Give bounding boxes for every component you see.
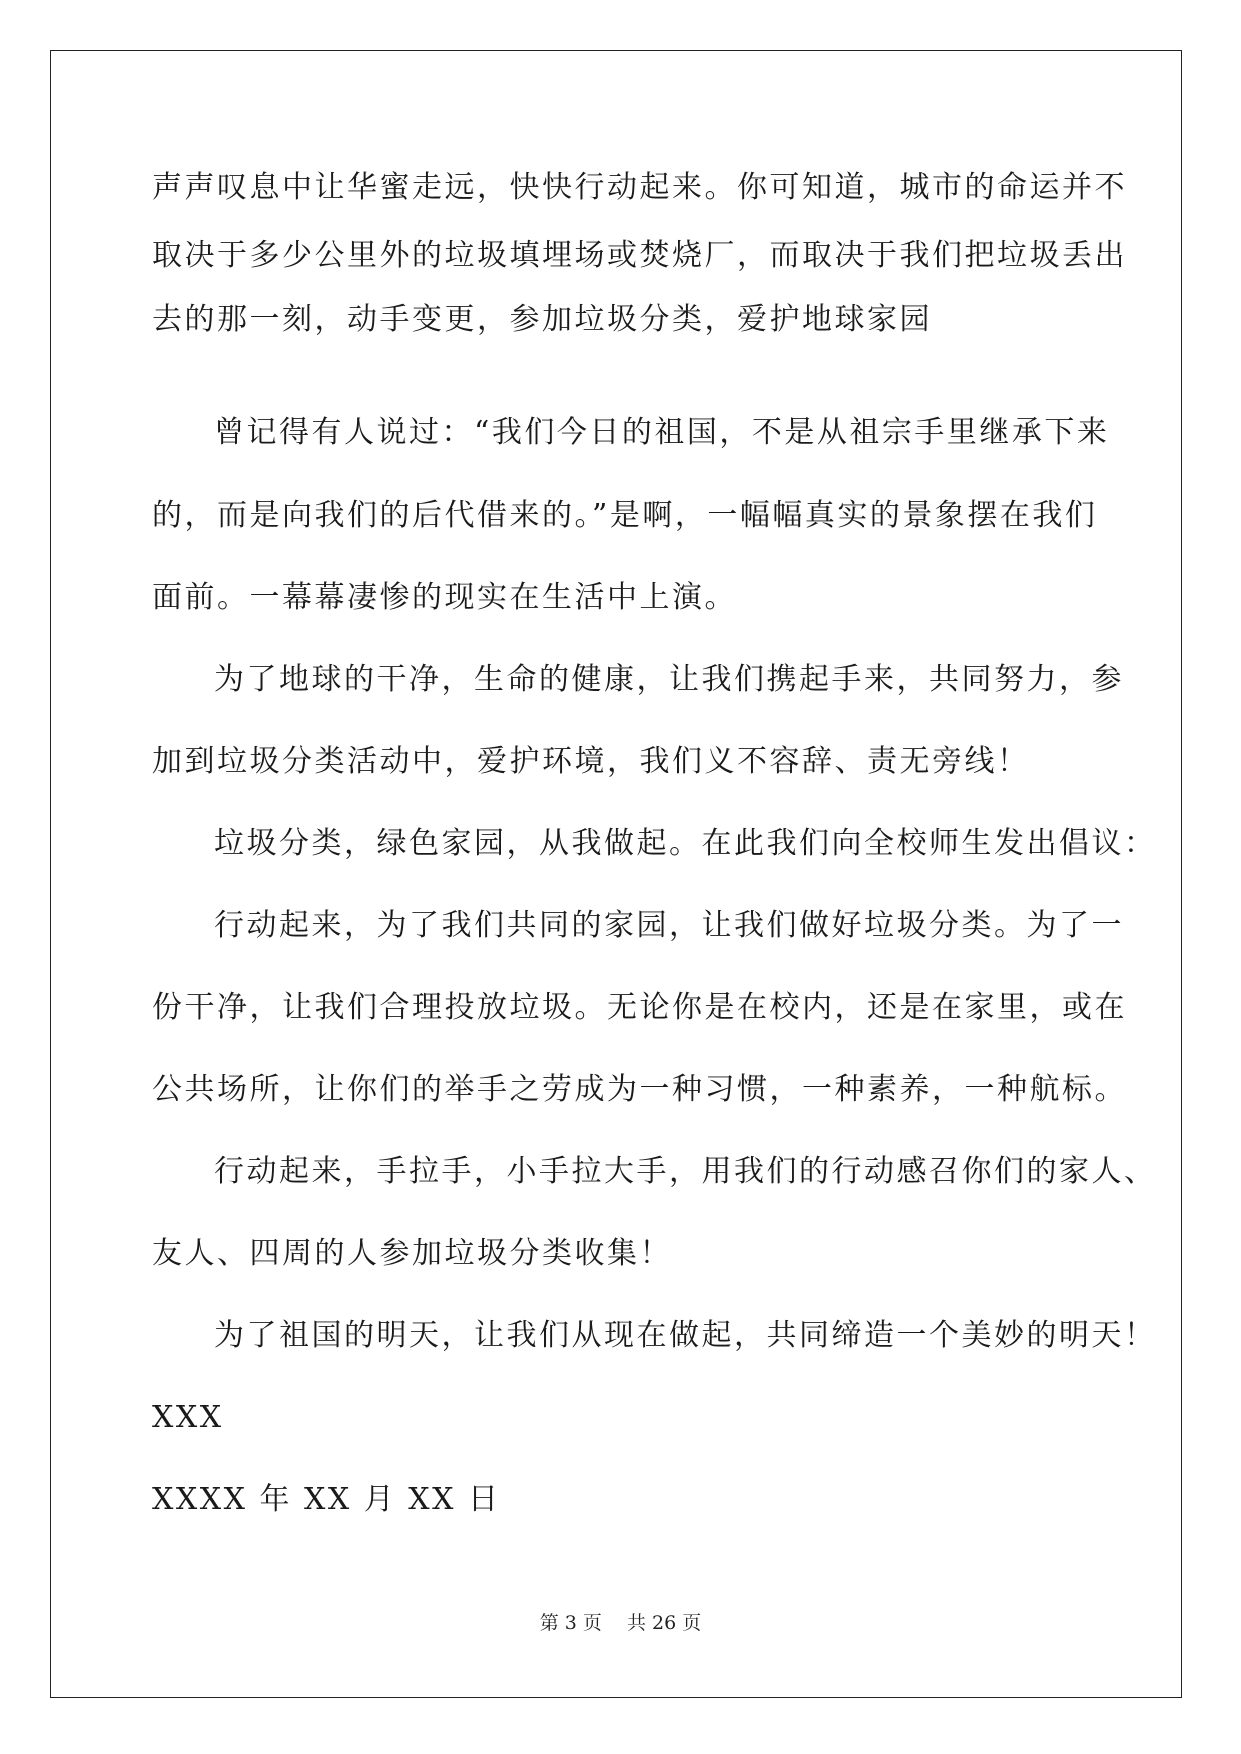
text-line: 面前。一幕幕凄惨的现实在生活中上演。	[152, 580, 737, 615]
signature-name: XXX	[152, 1400, 224, 1435]
text-line: 加到垃圾分类活动中，爱护环境，我们义不容辞、责无旁线！	[152, 744, 1030, 779]
page-number-label: 第 3 页 共 26 页	[539, 1612, 702, 1634]
paragraph-first-line: 为了地球的干净，生命的健康，让我们携起手来，共同努力，参	[214, 662, 1124, 697]
text-line: 声声叹息中让华蜜走远，快快行动起来。你可知道，城市的命运并不	[152, 170, 1127, 205]
paragraph-first-line: 垃圾分类，绿色家园，从我做起。在此我们向全校师生发出倡议：	[214, 826, 1157, 861]
page-border	[50, 50, 1182, 1698]
paragraph-first-line: 曾记得有人说过：“我们今日的祖国，不是从祖宗手里继承下来	[214, 415, 1110, 450]
text-line: 的，而是向我们的后代借来的。”是啊，一幅幅真实的景象摆在我们	[152, 498, 1098, 533]
text-line: 友人、四周的人参加垃圾分类收集！	[152, 1236, 672, 1271]
paragraph-first-line: 为了祖国的明天，让我们从现在做起，共同缔造一个美妙的明天！	[214, 1318, 1157, 1353]
text-line: 去的那一刻，动手变更，参加垃圾分类，爱护地球家园	[152, 302, 932, 337]
paragraph-first-line: 行动起来，手拉手，小手拉大手，用我们的行动感召你们的家人、	[214, 1154, 1157, 1189]
text-line: 公共场所，让你们的举手之劳成为一种习惯，一种素养，一种航标。	[152, 1072, 1127, 1107]
paragraph-first-line: 行动起来，为了我们共同的家园，让我们做好垃圾分类。为了一	[214, 908, 1124, 943]
text-line: 取决于多少公里外的垃圾填埋场或焚烧厂，而取决于我们把垃圾丢出	[152, 238, 1127, 273]
page-footer	[0, 1608, 1241, 1635]
text-line: 份干净，让我们合理投放垃圾。无论你是在校内，还是在家里，或在	[152, 990, 1127, 1025]
signature-date: XXXX 年 XX 月 XX 日	[152, 1482, 501, 1517]
